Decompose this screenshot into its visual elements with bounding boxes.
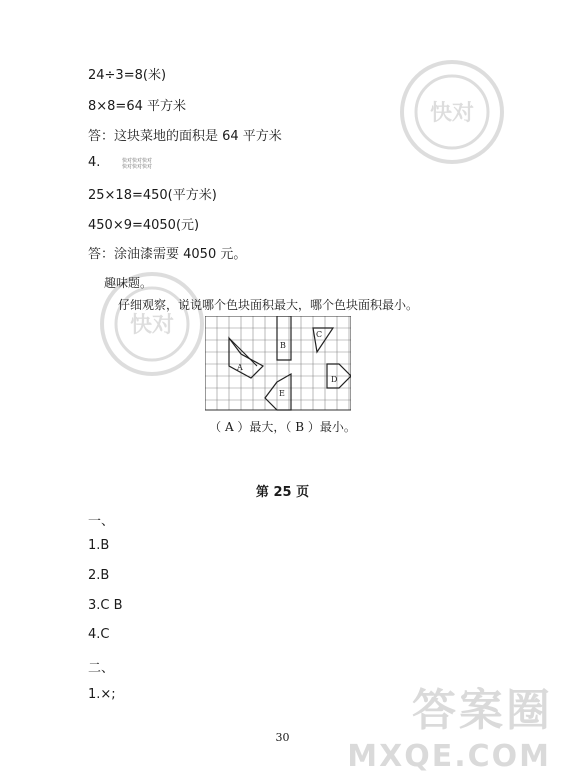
tiny-note-b: 快对快对快对 — [122, 164, 153, 170]
watermark-domain: MXQE.COM — [347, 739, 551, 774]
shape-label-d: D — [331, 375, 338, 384]
answer-line-1: 答：这块菜地的面积是 64 平方米 — [88, 129, 282, 144]
puzzle-answer: （ A ）最大，（ B ）最小。 — [209, 420, 356, 434]
puzzle-subtitle: 趣味题。 — [104, 276, 153, 290]
section-heading-2: 二、 — [88, 661, 115, 676]
calc-line-2: 8×8=64 平方米 — [88, 99, 187, 114]
watermark-seal-text: 快对 — [129, 313, 175, 338]
section-title: 第 25 页 — [255, 485, 310, 500]
shape-label-c: C — [316, 330, 323, 339]
watermark-seal-top — [398, 58, 506, 166]
shape-label-a: A — [237, 363, 243, 372]
section-heading-1: 一、 — [88, 514, 115, 529]
grid-figure — [205, 316, 351, 412]
watermark-brand: 答案圈 — [412, 685, 553, 736]
question-number-4: 4. — [88, 155, 101, 170]
shape-e — [265, 374, 291, 410]
answer-item-5: 1.×; — [88, 687, 116, 702]
answer-item-1: 1.B — [88, 538, 110, 553]
shape-label-e: E — [279, 389, 285, 398]
answer-item-2: 2.B — [88, 568, 110, 583]
answer-line-2: 答：涂油漆需要 4050 元。 — [88, 247, 247, 262]
answer-item-4: 4.C — [88, 627, 110, 642]
calc-line-4: 450×9=4050(元) — [88, 218, 200, 233]
watermark-seal-text: 快对 — [429, 101, 475, 126]
tiny-note-a: 快对快对快对 — [122, 158, 153, 164]
calc-line-3: 25×18=450(平方米) — [88, 188, 217, 203]
shape-a — [229, 338, 263, 378]
answer-item-3: 3.C B — [88, 598, 123, 613]
puzzle-instruction: 仔细观察，说说哪个色块面积最大，哪个色块面积最小。 — [118, 298, 419, 312]
page-number: 30 — [275, 731, 290, 744]
shape-label-b: B — [280, 341, 286, 350]
calc-line-1: 24÷3=8(米) — [88, 68, 167, 83]
